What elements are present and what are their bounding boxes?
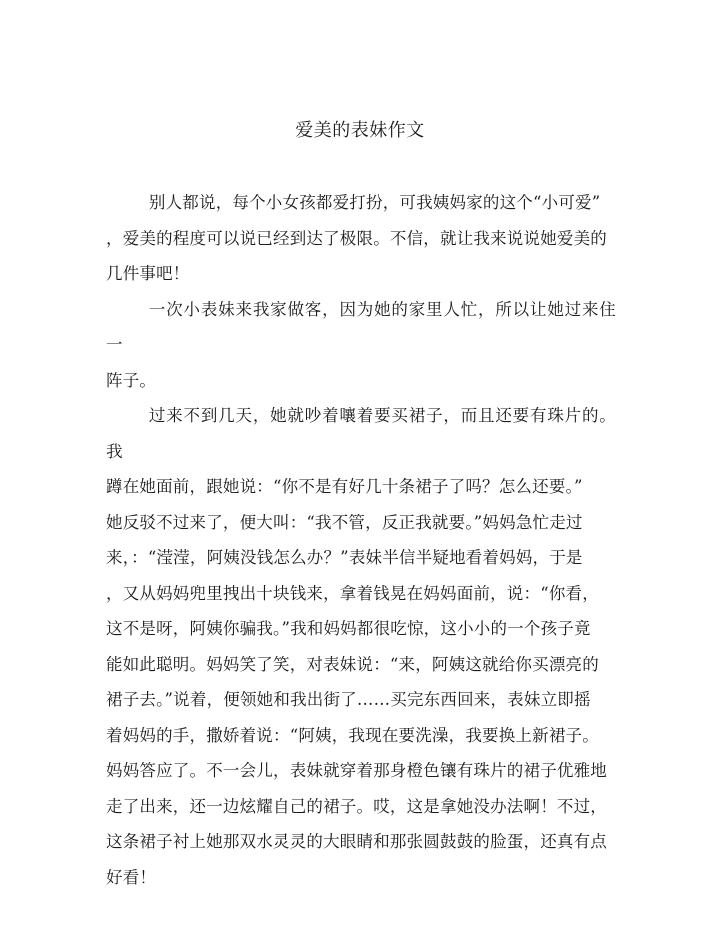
text-line: 这条裙子衬上她那双水灵灵的大眼睛和那张圆鼓鼓的脸蛋，还真有点	[106, 832, 607, 851]
text-line: 妈妈答应了。不一会儿，表妹就穿着那身橙色镶有珠片的裙子优雅地	[106, 761, 607, 780]
text-line: 蹲在她面前，跟她说：“你不是有好几十条裙子了吗？怎么还要。”	[106, 477, 583, 496]
text-line: 走了出来，还一边炫耀自己的裙子。哎，这是拿她没办法啊！不过，	[106, 796, 607, 816]
text-line: 几件事吧！	[106, 264, 190, 283]
text-line: 她反驳不过来了，便大叫：“我不管，反正我就要。”妈妈急忙走过	[106, 512, 583, 532]
text-line: 裙子去。”说着，便领她和我出街了……买完东西回来，表妹立即摇	[106, 690, 591, 709]
text-line: 这不是呀，阿姨你骗我。”我和妈妈都很吃惊，这小小的一个孩子竟	[106, 619, 591, 638]
document-title: 爱美的表妹作文	[295, 120, 425, 141]
text-line: ，又从妈妈兜里拽出十块钱来，拿着钱晃在妈妈面前，说：“你看，	[106, 583, 599, 603]
document-body	[106, 185, 616, 895]
text-line: 阵子。	[106, 370, 157, 390]
text-line: ，爱美的程度可以说已经到达了极限。不信，就让我来说说她爱美的	[106, 228, 607, 248]
text-line: 一次小表妹来我家做客，因为她的家里人忙，所以让她过来住一	[106, 299, 616, 354]
text-line: 过来不到几天，她就吵着嚷着要买裙子，而且还要有珠片的。我	[106, 406, 616, 461]
text-line: 好看！	[106, 867, 157, 887]
text-line: 能如此聪明。妈妈笑了笑，对表妹说：“来，阿姨这就给你买漂亮的	[106, 654, 599, 674]
text-line: 着妈妈的手，撒娇着说：“阿姨，我现在要洗澡，我要换上新裙子。	[106, 725, 599, 745]
text-line: 别人都说，每个小女孩都爱打扮，可我姨妈家的这个“小可爱”	[148, 193, 601, 212]
text-line: 来，：“滢滢，阿姨没钱怎么办？”表妹半信半疑地看着妈妈，于是	[106, 548, 583, 567]
